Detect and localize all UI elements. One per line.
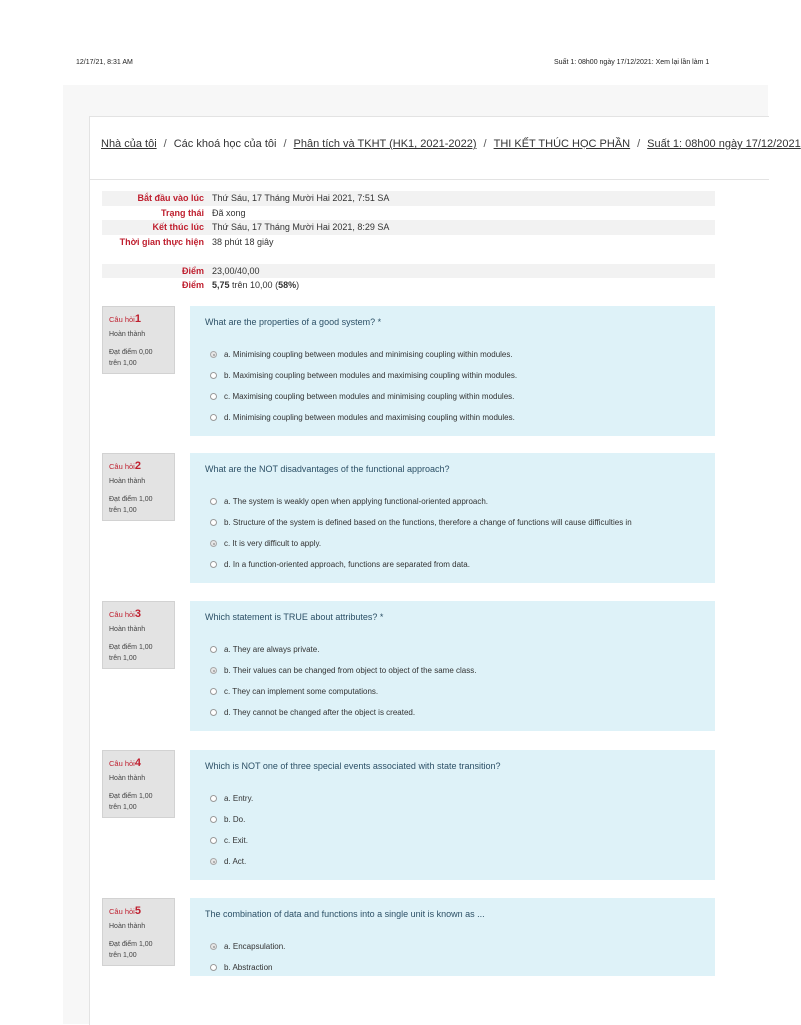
- attempt-summary-table: [102, 191, 715, 293]
- summary-value: 38 phút 18 giây: [212, 236, 274, 247]
- summary-label: Điểm: [102, 264, 209, 279]
- answer-list: [210, 936, 715, 978]
- question-text: What are the properties of a good system? *: [205, 317, 382, 327]
- radio-unchecked-icon[interactable]: [210, 795, 217, 802]
- question-number: [109, 757, 174, 769]
- question-grade-line: trên 1,00: [109, 360, 137, 367]
- summary-row-completed: [102, 220, 715, 235]
- question-grade-line: Đạt điểm 1,00: [109, 644, 153, 651]
- answer-text: c. They can implement some computations.: [224, 687, 379, 696]
- question-grade: [109, 347, 174, 369]
- radio-checked-icon[interactable]: [210, 667, 217, 674]
- radio-unchecked-icon[interactable]: [210, 816, 217, 823]
- breadcrumb-home-link[interactable]: Nhà của tôi: [101, 138, 157, 150]
- radio-unchecked-icon[interactable]: [210, 498, 217, 505]
- breadcrumb-course-link[interactable]: Phân tích và TKHT (HK1, 2021-2022): [293, 138, 477, 150]
- question-text: What are the NOT disadvantages of the functional approach?: [205, 464, 450, 474]
- answer-option[interactable]: [210, 512, 715, 533]
- answer-text: b. Their values can be changed from object to object of the same class.: [224, 666, 477, 675]
- grade-percent: 58%: [278, 280, 297, 290]
- breadcrumb-section-link[interactable]: THI KẾT THÚC HỌC PHẦN: [493, 138, 631, 150]
- radio-unchecked-icon[interactable]: [210, 964, 217, 971]
- question-number-value: 3: [134, 608, 141, 620]
- breadcrumb-separator: /: [483, 138, 487, 150]
- question-content: [190, 898, 715, 976]
- question-number: [109, 905, 174, 917]
- question-info: [102, 306, 175, 374]
- summary-value: Thứ Sáu, 17 Tháng Mười Hai 2021, 7:51 SA: [209, 191, 715, 206]
- answer-text: a. They are always private.: [224, 645, 320, 654]
- answer-option[interactable]: [210, 681, 715, 702]
- summary-value: 23,00/40,00: [209, 264, 715, 279]
- answer-list: [210, 639, 715, 723]
- question-grade: [109, 642, 174, 664]
- question-text: The combination of data and functions into a single unit is known as ...: [205, 909, 485, 919]
- question-number-value: 2: [134, 460, 141, 472]
- answer-list: [210, 788, 715, 872]
- question-info: [102, 750, 175, 818]
- breadcrumb-quiz-link[interactable]: Suất 1: 08h00 ngày 17/12/2021: [647, 138, 801, 150]
- answer-option[interactable]: [210, 788, 715, 809]
- radio-unchecked-icon[interactable]: [210, 519, 217, 526]
- answer-text: c. It is very difficult to apply.: [224, 539, 322, 548]
- question-info: [102, 601, 175, 669]
- question-info: [102, 898, 175, 966]
- answer-text: b. Maximising coupling between modules and maximising coupling within modules.: [224, 371, 518, 380]
- print-doc-title: Suất 1: 08h00 ngày 17/12/2021: Xem lại lần làm 1: [554, 59, 710, 66]
- radio-checked-icon[interactable]: [210, 858, 217, 865]
- answer-list: [210, 344, 715, 428]
- question-number-value: 5: [134, 905, 141, 917]
- answer-option[interactable]: [210, 407, 715, 428]
- answer-text: a. Encapsulation.: [224, 942, 286, 951]
- breadcrumb-separator: /: [163, 138, 167, 150]
- grade-out-of: trên 10,00 (: [229, 280, 279, 290]
- answer-text: d. They cannot be changed after the object is created.: [224, 708, 416, 717]
- answer-list: [210, 491, 715, 575]
- print-header: [0, 59, 768, 71]
- question-content: [190, 750, 715, 880]
- question-label: Câu hỏi: [109, 907, 135, 916]
- question-grade: [109, 939, 174, 961]
- question-state: Hoàn thành: [109, 923, 146, 930]
- answer-option[interactable]: [210, 936, 715, 957]
- question-content: [190, 306, 715, 436]
- question-state: Hoàn thành: [109, 331, 146, 338]
- question-grade-line: trên 1,00: [109, 507, 137, 514]
- answer-option[interactable]: [210, 554, 715, 575]
- radio-unchecked-icon[interactable]: [210, 646, 217, 653]
- summary-row-time-taken: [102, 235, 715, 264]
- question-state: Hoàn thành: [109, 775, 146, 782]
- breadcrumb-separator: /: [637, 138, 641, 150]
- print-datetime: 12/17/21, 8:31 AM: [76, 59, 133, 66]
- question-label: Câu hỏi: [109, 315, 135, 324]
- answer-text: d. In a function-oriented approach, functions are separated from data.: [224, 560, 470, 569]
- answer-option[interactable]: [210, 533, 715, 554]
- summary-row-started: [102, 191, 715, 206]
- answer-text: a. The system is weakly open when applying functional-oriented approach.: [224, 497, 489, 506]
- summary-label: Thời gian thực hiện: [119, 236, 204, 247]
- question-text: Which statement is TRUE about attributes? *: [205, 612, 384, 622]
- question-grade-line: trên 1,00: [109, 804, 137, 811]
- question-content: [190, 601, 715, 731]
- question-number: [109, 460, 174, 472]
- answer-option[interactable]: [210, 851, 715, 872]
- radio-unchecked-icon[interactable]: [210, 372, 217, 379]
- summary-row-grade: [102, 278, 715, 293]
- answer-option[interactable]: [210, 365, 715, 386]
- answer-text: b. Structure of the system is defined based on the functions, therefore a change of functions will cause difficulties in: [224, 518, 632, 527]
- question-state: Hoàn thành: [109, 626, 146, 633]
- question-grade: [109, 494, 174, 516]
- answer-text: d. Minimising coupling between modules and maximising coupling within modules.: [224, 413, 515, 422]
- question-grade-line: trên 1,00: [109, 952, 137, 959]
- question-number: [109, 608, 174, 620]
- answer-text: b. Abstraction: [224, 963, 273, 972]
- question-grade-line: Đạt điểm 1,00: [109, 496, 153, 503]
- breadcrumb-my-courses[interactable]: Các khoá học của tôi: [173, 138, 277, 150]
- question-info: [102, 453, 175, 521]
- answer-option[interactable]: [210, 386, 715, 407]
- radio-unchecked-icon[interactable]: [210, 414, 217, 421]
- radio-unchecked-icon[interactable]: [210, 709, 217, 716]
- grade-close-paren: ): [296, 280, 300, 290]
- radio-unchecked-icon[interactable]: [210, 561, 217, 568]
- radio-unchecked-icon[interactable]: [210, 837, 217, 844]
- question-content: [190, 453, 715, 583]
- radio-checked-icon[interactable]: [210, 943, 217, 950]
- summary-label: Trạng thái: [160, 207, 204, 218]
- grade-value: 5,75: [212, 280, 230, 290]
- question-label: Câu hỏi: [109, 759, 135, 768]
- question-number: [109, 313, 174, 325]
- summary-value: Đã xong: [212, 207, 246, 218]
- radio-checked-icon[interactable]: [210, 351, 217, 358]
- question-state: Hoàn thành: [109, 478, 146, 485]
- answer-option[interactable]: [210, 491, 715, 512]
- answer-option[interactable]: [210, 957, 715, 978]
- question-grade-line: Đạt điểm 1,00: [109, 793, 153, 800]
- question-grade: [109, 791, 174, 813]
- summary-value: Thứ Sáu, 17 Tháng Mười Hai 2021, 8:29 SA: [209, 220, 715, 235]
- question-text: Which is NOT one of three special events associated with state transition?: [205, 761, 501, 771]
- summary-label: Điểm: [181, 280, 204, 290]
- question-label: Câu hỏi: [109, 610, 135, 619]
- radio-checked-icon[interactable]: [210, 540, 217, 547]
- answer-text: a. Minimising coupling between modules and minimising coupling within modules.: [224, 350, 513, 359]
- question-grade-line: Đạt điểm 0,00: [109, 349, 153, 356]
- answer-text: d. Act.: [224, 857, 247, 866]
- radio-unchecked-icon[interactable]: [210, 688, 217, 695]
- breadcrumb-separator: /: [283, 138, 287, 150]
- answer-text: c. Exit.: [224, 836, 249, 845]
- question-number-value: 4: [134, 757, 141, 769]
- summary-row-marks: [102, 264, 715, 279]
- question-label: Câu hỏi: [109, 462, 135, 471]
- answer-option[interactable]: [210, 344, 715, 365]
- answer-option[interactable]: [210, 809, 715, 830]
- summary-label: Bắt đầu vào lúc: [102, 191, 209, 206]
- answer-text: c. Maximising coupling between modules and minimising coupling within modules.: [224, 392, 515, 401]
- answer-text: b. Do.: [224, 815, 246, 824]
- answer-option[interactable]: [210, 702, 715, 723]
- summary-row-state: [102, 206, 715, 221]
- answer-text: a. Entry.: [224, 794, 254, 803]
- answer-option[interactable]: [210, 639, 715, 660]
- answer-option[interactable]: [210, 830, 715, 851]
- question-grade-line: Đạt điểm 1,00: [109, 941, 153, 948]
- question-grade-line: trên 1,00: [109, 655, 137, 662]
- answer-option[interactable]: [210, 660, 715, 681]
- summary-label: Kết thúc lúc: [102, 220, 209, 235]
- breadcrumb: [101, 138, 801, 154]
- question-number-value: 1: [134, 313, 141, 325]
- radio-unchecked-icon[interactable]: [210, 393, 217, 400]
